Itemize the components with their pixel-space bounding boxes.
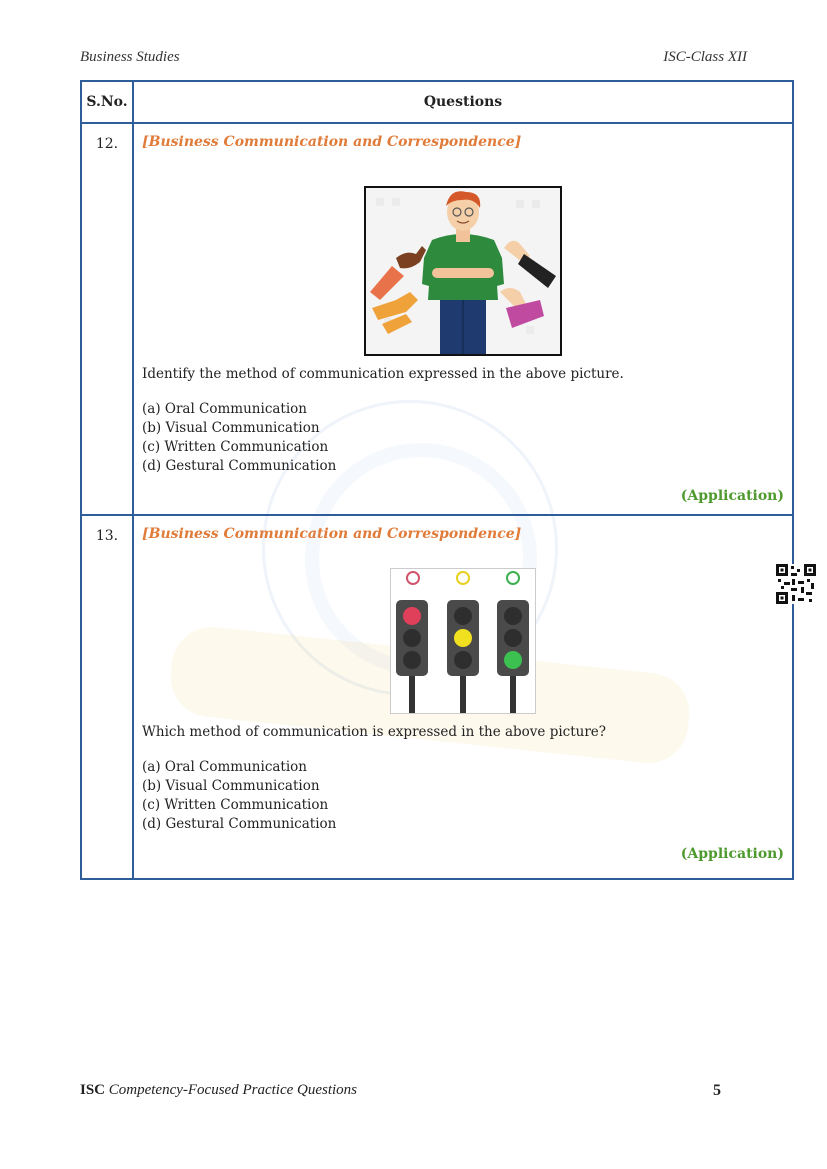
option: (c) Written Communication <box>142 439 329 455</box>
question-level: (Application) <box>680 846 784 862</box>
questions-table <box>80 80 794 880</box>
question-text: Which method of communication is expressed in the above picture? <box>142 724 607 740</box>
question-cell <box>133 123 793 515</box>
question-number: 12. <box>81 123 133 515</box>
questions-header: Questions <box>133 81 793 123</box>
footer-brand: ISC <box>80 1082 106 1098</box>
question-topic: [Business Communication and Correspondence] <box>142 134 522 150</box>
header-subject: Business Studies <box>80 49 180 65</box>
footer-title <box>80 1082 357 1099</box>
question-topic: [Business Communication and Correspondence] <box>142 526 522 542</box>
qr-code-icon[interactable] <box>776 564 816 604</box>
question-row-13 <box>81 515 793 879</box>
sno-header: S.No. <box>81 81 133 123</box>
question-number: 13. <box>81 515 133 879</box>
question-level: (Application) <box>680 488 784 504</box>
footer-title-text: Competency-Focused Practice Questions <box>108 1082 358 1098</box>
header-class: ISC-Class XII <box>663 49 747 65</box>
question-cell <box>133 515 793 879</box>
traffic-lights-image <box>390 568 536 714</box>
option: (b) Visual Communication <box>142 778 320 794</box>
option: (a) Oral Communication <box>142 401 307 417</box>
option: (d) Gestural Communication <box>142 816 337 832</box>
options-list <box>142 400 784 476</box>
gesture-image <box>364 186 562 356</box>
option: (d) Gestural Communication <box>142 458 337 474</box>
option: (a) Oral Communication <box>142 759 307 775</box>
page-number: 5 <box>713 1082 721 1099</box>
option: (b) Visual Communication <box>142 420 320 436</box>
table-header-row <box>81 81 793 123</box>
question-text: Identify the method of communication expressed in the above picture. <box>142 366 624 382</box>
options-list <box>142 758 784 834</box>
question-row-12 <box>81 123 793 515</box>
option: (c) Written Communication <box>142 797 329 813</box>
